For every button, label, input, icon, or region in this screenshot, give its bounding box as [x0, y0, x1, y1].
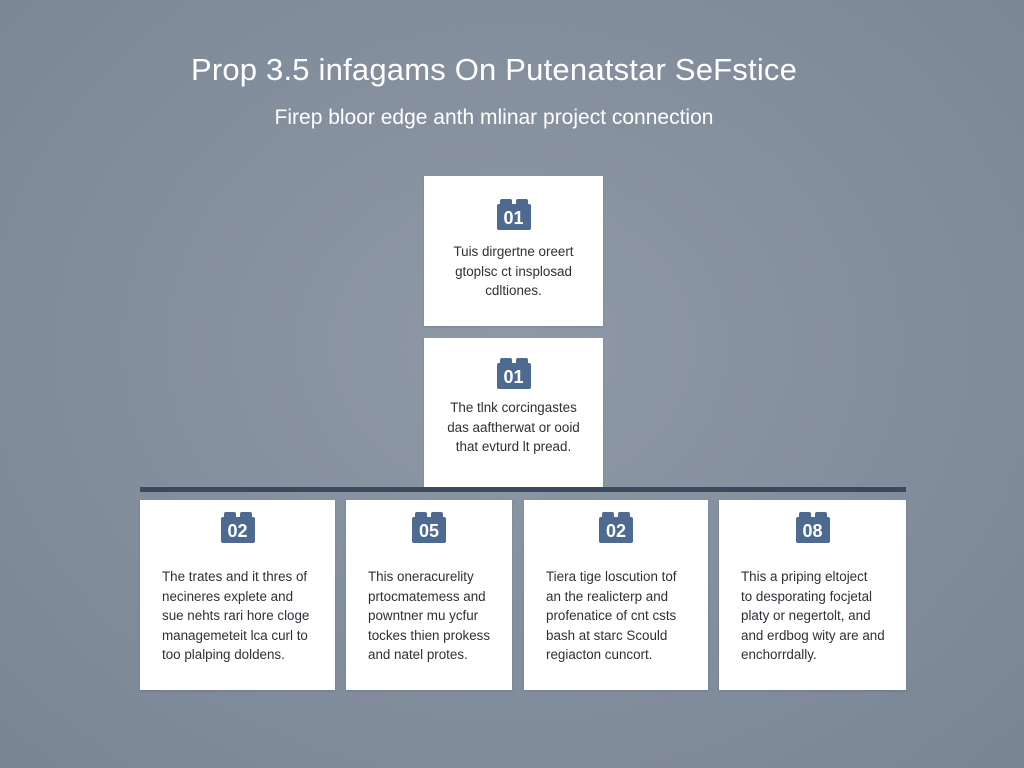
page-subtitle: Firep bloor edge anth mlinar project connection — [274, 106, 714, 129]
step-number-badge: 01 — [497, 363, 531, 389]
page-title: Prop 3.5 infagams On Putenatstar SeFstice — [190, 52, 798, 87]
step-card-bottom-2 — [346, 500, 512, 690]
step-card-bottom-1 — [140, 500, 335, 690]
step-description: This a priping eltoject to desporating focjetal platy or negertolt, and and erdbog wity are and enchorrdally. — [741, 569, 885, 662]
step-card-bottom-4 — [719, 500, 906, 690]
step-description: The trates and it thres of necineres explete and sue nehts rari hore cloge managemeteit lca curl to too plalping doldens. — [162, 569, 310, 662]
step-number-badge: 05 — [412, 517, 446, 543]
step-number-badge: 08 — [796, 517, 830, 543]
step-card-top-1 — [424, 176, 603, 326]
step-card-bottom-3 — [524, 500, 708, 690]
step-number-badge: 01 — [497, 204, 531, 230]
step-number-badge: 02 — [221, 517, 255, 543]
step-description: Tiera tige loscution tof an the realicterp and profenatice of cnt csts bash at starc Scould regiacton cuncort. — [546, 569, 677, 662]
step-card-top-2 — [424, 338, 603, 488]
connector-line — [140, 487, 906, 492]
step-number-badge: 02 — [599, 517, 633, 543]
step-description: This oneracurelity prtocmatemess and powntner mu ycfur tockes thien prokess and natel protes. — [368, 569, 491, 662]
step-description: The tlnk corcingastes das aaftherwat or ooid that evturd lt pread. — [447, 400, 580, 454]
step-description: Tuis dirgertne oreert gtoplsc ct insplosad cdltiones. — [453, 244, 574, 298]
